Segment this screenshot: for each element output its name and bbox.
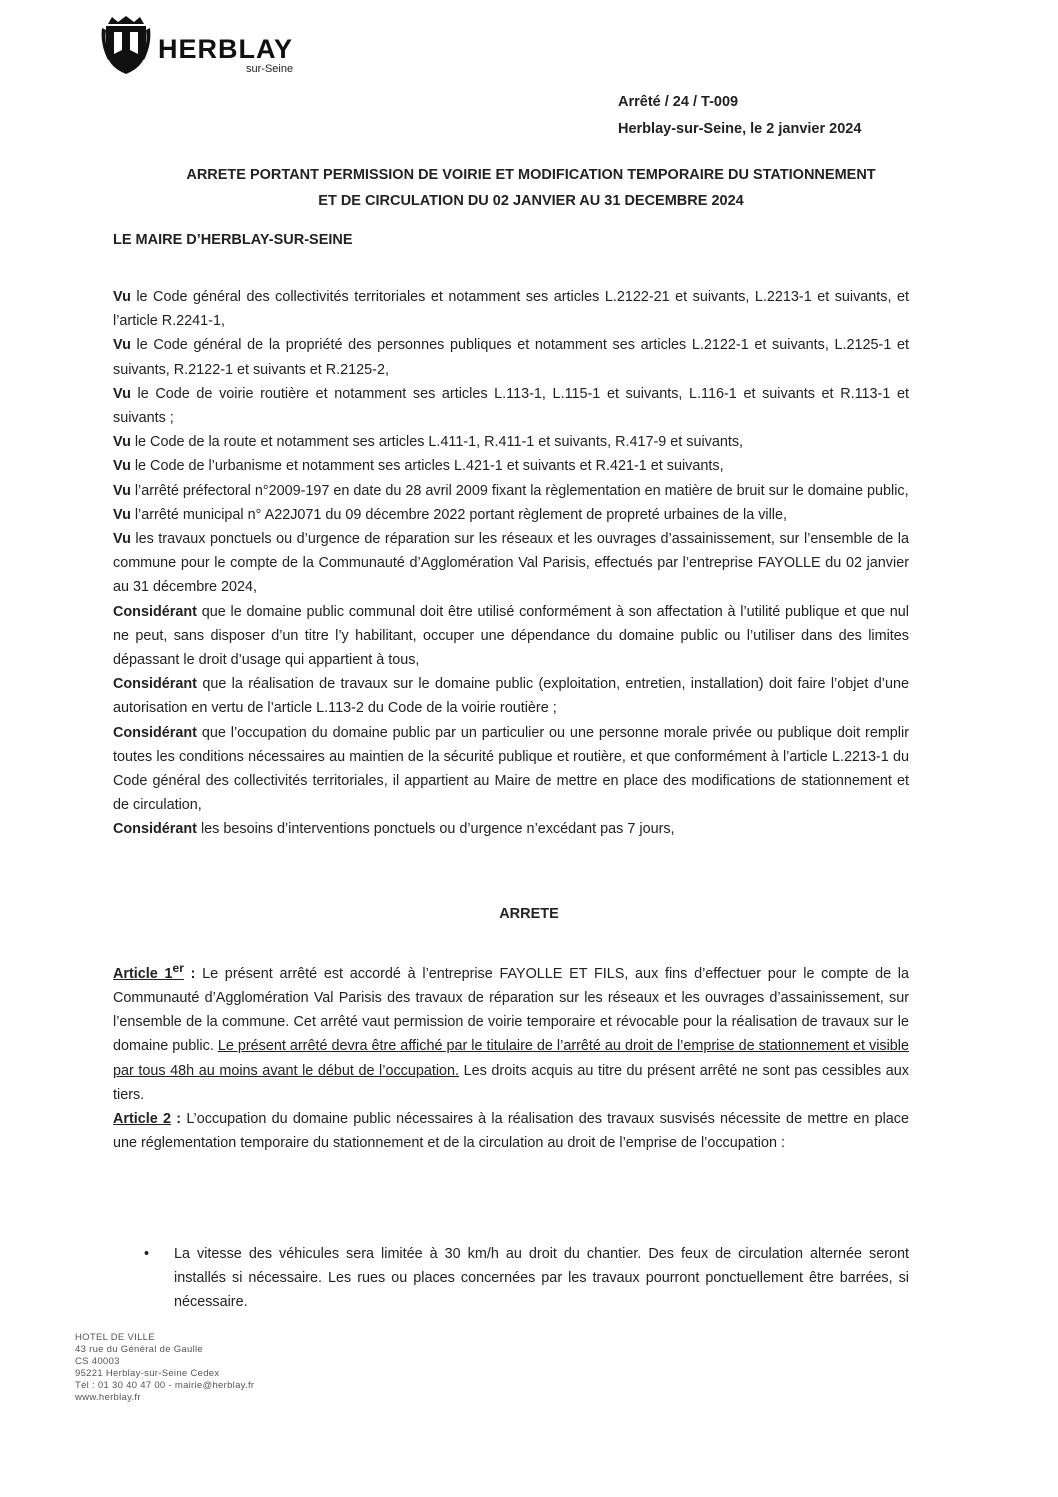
title-line-2: ET DE CIRCULATION DU 02 JANVIER AU 31 DECEMBRE 2024 [318,193,744,209]
document-reference [618,89,861,143]
place-and-date: Herblay-sur-Seine, le 2 janvier 2024 [618,121,862,137]
consideration-item: Vu le Code de la route et notamment ses articles L.411-1, R.411-1 et suivants, R.417-9 et suivants, [113,434,744,451]
title-line-1: ARRETE PORTANT PERMISSION DE VOIRIE ET MODIFICATION TEMPORAIRE DU STATIONNEMENT [186,167,876,183]
consideration-item: Vu le Code général de la propriété des personnes publiques et notamment ses articles L.2122-1 et suivants, L.2125-1 et suivants, R.2122-1 et suivants et R.2125-2, [113,337,909,378]
logo-name: HERBLAY [158,34,294,64]
considerations-list [113,285,909,842]
bullet-text: La vitesse des véhicules sera limitée à 30 km/h au droit du chantier. Des feux de circulation alternée seront installés si nécessaire. Les rues ou places concernées par les travaux pourront ponctuellement être barrées, si nécessaire. [174,1246,909,1311]
consideration-item: Considérant que le domaine public communal doit être utilisé conformément à son affectation à l’utilité publique et que nul ne peut, sans disposer d’un titre l’y habilitant, occuper une dépendance du domaine public ou l’utiliser dans des limites dépassant le droit d’usage qui appartient à tous, [113,603,909,669]
consideration-item: Vu l’arrêté préfectoral n°2009-197 en date du 28 avril 2009 fixant la règlementation en matière de bruit sur le domaine public, [113,482,909,499]
article-2: Article 2 : L’occupation du domaine public nécessaires à la réalisation des travaux susvisés nécessite de mettre en place une réglementation temporaire du stationnement et de la circulation au droit de l’emprise de l’occupation : [113,1111,909,1152]
article-1: Article 1er : Le présent arrêté est accordé à l’entreprise FAYOLLE ET FILS, aux fins d’effectuer pour le compte de la Communauté d’Agglomération Val Parisis des travaux de réparation sur les réseaux et les ouvrages d’assainissement, sur l’ensemble de la commune. Cet arrêté vaut permission de voirie temporaire et révocable pour la réalisation de travaux sur le domaine public. Le présent arrêté devra être affiché par le titulaire de l’arrêté au droit de l’emprise de stationnement et visible par tous 48h au moins avant le début de l’occupation. Les droits acquis au titre du présent arrêté ne sont pas cessibles aux tiers. [113,961,910,1103]
mayor-heading: LE MAIRE D’HERBLAY-SUR-SEINE [113,232,353,248]
logo-subtitle: sur-Seine [246,63,294,75]
consideration-item: Considérant que l’occupation du domaine public par un particulier ou une personne morale privée ou publique doit remplir toutes les conditions nécessaires au maintien de la sécurité publique et routière, et que conformément à l’article L.2213-1 du Code général des collectivités territoriales, il appartient au Maire de mettre en place des modifications de stationnement et de circulation, [113,724,909,814]
consideration-item: Considérant les besoins d’interventions ponctuels ou d’urgence n’excédant pas 7 jours, [113,821,675,838]
consideration-item: Vu le Code de voirie routière et notamment ses articles L.113-1, L.115-1 et suivants, L.116-1 et suivants et R.113-1 et suivants ; [113,385,909,427]
herblay-logo [100,14,315,80]
consideration-item: Vu le Code général des collectivités territoriales et notamment ses articles L.2122-21 et suivants, L.2213-1 et suivants, et l’article R.2241-1, [113,289,909,330]
articles [113,956,909,1155]
footer-address: HOTEL DE VILLE 43 rue du Général de Gaulle CS 40003 95221 Herblay-sur-Seine Cedex Tél : 01 30 40 47 00 - mairie@herblay.fr www.herblay.fr [75,1332,255,1403]
consideration-item: Vu l’arrêté municipal n° A22J071 du 09 décembre 2022 portant règlement de propreté urbaines de la ville, [113,506,787,523]
article-1-label: Article 1er [113,961,184,982]
posting-requirement: Le présent arrêté devra être affiché par le titulaire de l’arrêté au droit de l’emprise de stationnement et visible par tous 48h au moins avant le début de l’occupation. [113,1038,910,1079]
arrete-heading: ARRETE [499,906,559,922]
article-2-label: Article 2 [113,1111,172,1128]
document-title [110,162,952,214]
consideration-item: Vu les travaux ponctuels ou d’urgence de réparation sur les réseaux et les ouvrages d’assainissement, sur l’ensemble de la commune pour le compte de la Communauté d’Agglomération Val Parisis, effectués par l’entreprise FAYOLLE du 02 janvier au 31 décembre 2024, [113,531,909,596]
consideration-item: Vu le Code de l’urbanisme et notamment ses articles L.421-1 et suivants et R.421-1 et suivants, [113,458,724,475]
city-crest-icon [100,14,152,76]
list-item [144,1242,909,1315]
decree-number: Arrêté / 24 / T-009 [618,94,739,110]
bullet-icon: • [144,1246,150,1262]
consideration-item: Considérant que la réalisation de travaux sur le domaine public (exploitation, entretien, installation) doit faire l’objet d’une autorisation en vertu de l’article L.113-2 du Code de la voirie routière ; [113,676,909,717]
